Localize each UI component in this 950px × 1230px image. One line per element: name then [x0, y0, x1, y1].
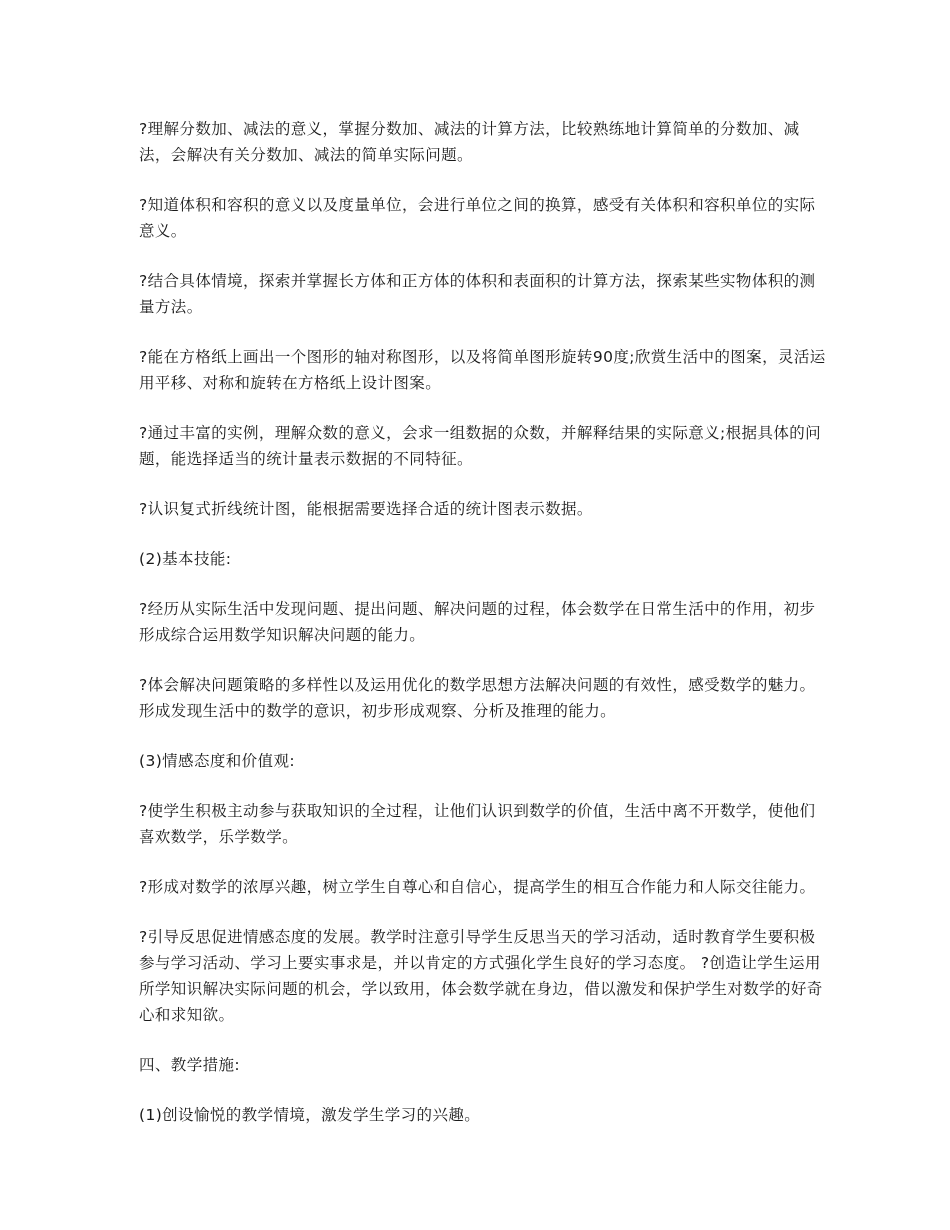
paragraph-strategy-diversity: ?体会解决问题策略的多样性以及运用优化的数学思想方法解决问题的有效性，感受数学的魅力。形成发现生活中的数学的意识，初步形成观察、分析及推理的能力。 [139, 676, 816, 720]
paragraph-problem-solving: ?经历从实际生活中发现问题、提出问题、解决问题的过程，体会数学在日常生活中的作用，初步形成综合运用数学知识解决问题的能力。 [139, 600, 816, 644]
section-heading-attitude-values: (3)情感态度和价值观: [139, 752, 295, 770]
paragraph-interest-confidence: ?形成对数学的浓厚兴趣，树立学生自尊心和自信心，提高学生的相互合作能力和人际交往能力。 [139, 878, 816, 896]
paragraph-line-chart: ?认识复式折线统计图，能根据需要选择合适的统计图表示数据。 [139, 500, 593, 518]
paragraph-pleasant-situation: (1)创设愉悦的教学情境，激发学生学习的兴趣。 [139, 1106, 481, 1124]
paragraph-cuboid-cube: ?结合具体情境，探索并掌握长方体和正方体的体积和表面积的计算方法，探索某些实物体积的测量方法。 [139, 272, 816, 316]
section-heading-basic-skills: (2)基本技能: [139, 550, 232, 568]
paragraph-mode-statistics: ?通过丰富的实例，理解众数的意义，会求一组数据的众数，并解释结果的实际意义;根据具体的问题，能选择适当的统计量表示数据的不同特征。 [139, 424, 822, 468]
paragraph-volume-capacity: ?知道体积和容积的意义以及度量单位，会进行单位之间的换算，感受有关体积和容积单位的实际意义。 [139, 196, 816, 240]
paragraph-symmetry-rotation: ?能在方格纸上画出一个图形的轴对称图形，以及将简单图形旋转90度;欣赏生活中的图案，灵活运用平移、对称和旋转在方格纸上设计图案。 [139, 348, 826, 392]
paragraph-reflection-application: ?引导反思促进情感态度的发展。教学时注意引导学生反思当天的学习活动，适时教育学生要积极参与学习活动、学习上要实事求是，并以肯定的方式强化学生良好的学习态度。 ?创造让学生运用所学知识解决实际问题的机会，学以致用，体会数学就在身边，借以激发和保护学生对数学的好奇心和求知欲。 [139, 928, 823, 1024]
section-heading-teaching-measures: 四、教学措施: [139, 1056, 241, 1074]
paragraph-active-participation: ?使学生积极主动参与获取知识的全过程，让他们认识到数学的价值，生活中离不开数学，使他们喜欢数学，乐学数学。 [139, 802, 816, 846]
paragraph-fraction-operations: ?理解分数加、减法的意义，掌握分数加、减法的计算方法，比较熟练地计算简单的分数加、减法，会解决有关分数加、减法的简单实际问题。 [139, 120, 800, 164]
document-body [139, 116, 829, 1152]
